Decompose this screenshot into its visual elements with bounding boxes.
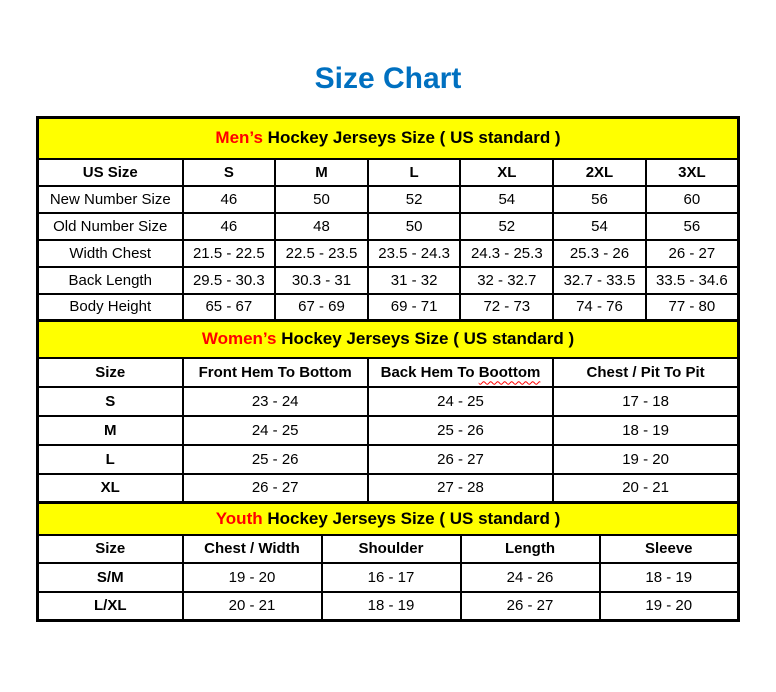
cell-value: 27 - 28 <box>368 474 553 503</box>
mens-row-body-height <box>38 294 739 321</box>
mens-section-title <box>38 118 739 159</box>
row-label: XL <box>38 474 183 503</box>
row-label: New Number Size <box>38 186 183 213</box>
youth-col-chest: Chest / Width <box>183 535 322 563</box>
cell-value: 74 - 76 <box>553 294 646 321</box>
cell-value: 26 - 27 <box>183 474 368 503</box>
youth-size-table <box>36 501 740 622</box>
womens-row-s <box>38 387 739 416</box>
row-label: S <box>38 387 183 416</box>
cell-value: 16 - 17 <box>322 563 461 592</box>
youth-section-band <box>38 503 739 535</box>
cell-value: 26 - 27 <box>461 592 600 621</box>
cell-value: 20 - 21 <box>553 474 738 503</box>
youth-section-title-highlight: Youth <box>215 508 263 528</box>
cell-value: 60 <box>646 186 739 213</box>
youth-header-row <box>38 535 739 563</box>
womens-section-band <box>38 321 739 358</box>
cell-value: 18 - 19 <box>322 592 461 621</box>
cell-value: 25 - 26 <box>368 416 553 445</box>
womens-col-front-hem: Front Hem To Bottom <box>183 358 368 387</box>
cell-value: 24 - 26 <box>461 563 600 592</box>
cell-value: 26 - 27 <box>646 240 739 267</box>
cell-value: 50 <box>368 213 461 240</box>
cell-value: 21.5 - 22.5 <box>183 240 276 267</box>
cell-value: 30.3 - 31 <box>275 267 368 294</box>
cell-value: 18 - 19 <box>600 563 739 592</box>
cell-value: 22.5 - 23.5 <box>275 240 368 267</box>
womens-col-back-hem <box>368 358 553 387</box>
mens-col-s: S <box>183 159 276 186</box>
mens-col-us-size: US Size <box>38 159 183 186</box>
row-label: Back Length <box>38 267 183 294</box>
cell-value: 24.3 - 25.3 <box>460 240 553 267</box>
mens-col-2xl: 2XL <box>553 159 646 186</box>
cell-value: 17 - 18 <box>553 387 738 416</box>
cell-value: 32 - 32.7 <box>460 267 553 294</box>
womens-section-title <box>38 321 739 358</box>
cell-value: 67 - 69 <box>275 294 368 321</box>
cell-value: 69 - 71 <box>368 294 461 321</box>
cell-value: 46 <box>183 213 276 240</box>
row-label: Width Chest <box>38 240 183 267</box>
cell-value: 50 <box>275 186 368 213</box>
cell-value: 29.5 - 30.3 <box>183 267 276 294</box>
youth-row-lxl <box>38 592 739 621</box>
cell-value: 56 <box>646 213 739 240</box>
mens-row-back-length <box>38 267 739 294</box>
cell-value: 19 - 20 <box>183 563 322 592</box>
cell-value: 31 - 32 <box>368 267 461 294</box>
cell-value: 52 <box>460 213 553 240</box>
cell-value: 26 - 27 <box>368 445 553 474</box>
cell-value: 20 - 21 <box>183 592 322 621</box>
mens-col-xl: XL <box>460 159 553 186</box>
womens-section-title-highlight: Women’s <box>201 329 277 349</box>
cell-value: 77 - 80 <box>646 294 739 321</box>
cell-value: 33.5 - 34.6 <box>646 267 739 294</box>
mens-col-m: M <box>275 159 368 186</box>
youth-col-shoulder: Shoulder <box>322 535 461 563</box>
cell-value: 54 <box>460 186 553 213</box>
mens-header-row <box>38 159 739 186</box>
womens-row-m <box>38 416 739 445</box>
womens-row-l <box>38 445 739 474</box>
cell-value: 24 - 25 <box>183 416 368 445</box>
mens-col-3xl: 3XL <box>646 159 739 186</box>
cell-value: 46 <box>183 186 276 213</box>
cell-value: 25.3 - 26 <box>553 240 646 267</box>
youth-col-size: Size <box>38 535 183 563</box>
cell-value: 24 - 25 <box>368 387 553 416</box>
mens-col-l: L <box>368 159 461 186</box>
back-hem-prefix: Back Hem To <box>380 363 475 381</box>
cell-value: 52 <box>368 186 461 213</box>
youth-section-title <box>38 503 739 535</box>
womens-section-title-rest: Hockey Jerseys Size ( US standard ) <box>276 329 575 349</box>
row-label: S/M <box>38 563 183 592</box>
cell-value: 54 <box>553 213 646 240</box>
cell-value: 72 - 73 <box>460 294 553 321</box>
row-label: M <box>38 416 183 445</box>
cell-value: 32.7 - 33.5 <box>553 267 646 294</box>
youth-col-length: Length <box>461 535 600 563</box>
womens-size-table <box>36 319 740 504</box>
womens-row-xl <box>38 474 739 503</box>
mens-section-band <box>38 118 739 159</box>
cell-value: 25 - 26 <box>183 445 368 474</box>
mens-section-title-highlight: Men’s <box>215 128 263 148</box>
mens-size-table <box>36 116 740 322</box>
mens-row-old-number-size <box>38 213 739 240</box>
mens-section-title-rest: Hockey Jerseys Size ( US standard ) <box>262 128 561 148</box>
back-hem-misspelled-word: Boottom <box>478 363 541 381</box>
cell-value: 65 - 67 <box>183 294 276 321</box>
row-label: L/XL <box>38 592 183 621</box>
cell-value: 19 - 20 <box>553 445 738 474</box>
cell-value: 23 - 24 <box>183 387 368 416</box>
row-label: L <box>38 445 183 474</box>
youth-row-sm <box>38 563 739 592</box>
womens-col-chest: Chest / Pit To Pit <box>553 358 738 387</box>
cell-value: 48 <box>275 213 368 240</box>
mens-row-width-chest <box>38 240 739 267</box>
cell-value: 56 <box>553 186 646 213</box>
row-label: Body Height <box>38 294 183 321</box>
mens-row-new-number-size <box>38 186 739 213</box>
youth-section-title-rest: Hockey Jerseys Size ( US standard ) <box>262 508 561 528</box>
cell-value: 18 - 19 <box>553 416 738 445</box>
row-label: Old Number Size <box>38 213 183 240</box>
womens-header-row <box>38 358 739 387</box>
womens-col-size: Size <box>38 358 183 387</box>
page-title: Size Chart <box>314 62 462 95</box>
size-chart-container <box>36 116 740 622</box>
cell-value: 19 - 20 <box>600 592 739 621</box>
cell-value: 23.5 - 24.3 <box>368 240 461 267</box>
youth-col-sleeve: Sleeve <box>600 535 739 563</box>
